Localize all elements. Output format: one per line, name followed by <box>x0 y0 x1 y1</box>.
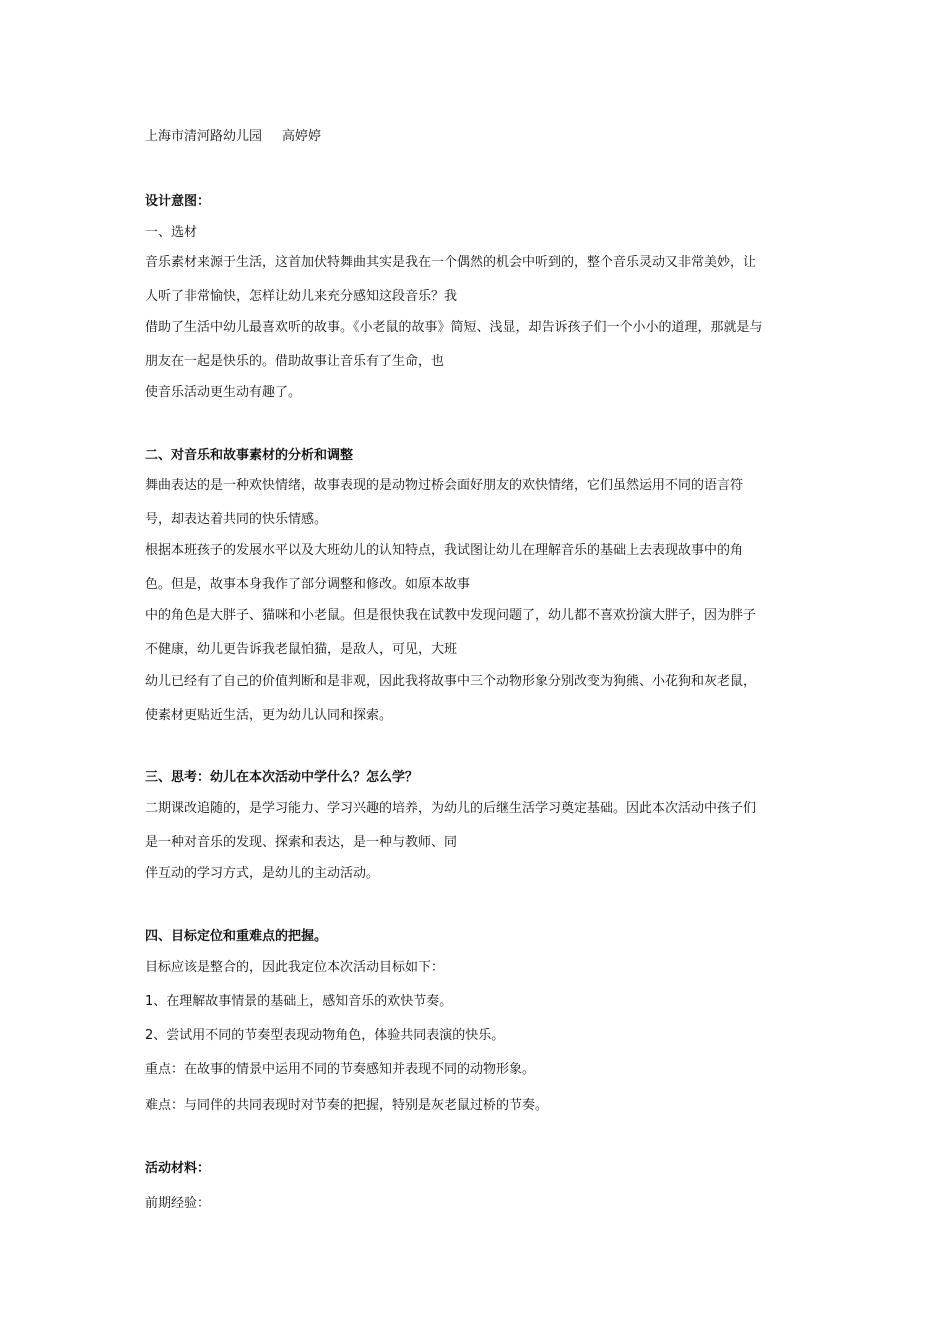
paragraph-line: 伴互动的学习方式，是幼儿的主动活动。 <box>145 866 380 881</box>
section-heading-analysis: 二、对音乐和故事素材的分析和调整 <box>145 448 354 463</box>
paragraph-line: 不健康，幼儿更告诉我老鼠怕猫，是敌人，可见，大班 <box>145 642 458 657</box>
paragraph-line: 使音乐活动更生动有趣了。 <box>145 385 302 400</box>
paragraph-line: 号，却表达着共同的快乐情感。 <box>145 512 328 527</box>
school-name: 上海市清河路幼儿园 <box>145 129 263 144</box>
section-heading-materials: 活动材料： <box>145 1161 211 1176</box>
paragraph-line: 人听了非常愉快，怎样让幼儿来充分感知这段音乐？我 <box>145 289 458 304</box>
paragraph-line: 是一种对音乐的发现、探索和表达，是一种与教师、同 <box>145 835 458 850</box>
goal-item: 2、尝试用不同的节奏型表现动物角色，体验共同表演的快乐。 <box>145 1028 505 1043</box>
paragraph-line: 朋友在一起是快乐的。借助故事让音乐有了生命，也 <box>145 354 445 369</box>
paragraph-line: 使素材更贴近生活，更为幼儿认同和探索。 <box>145 708 393 723</box>
paragraph-line: 舞曲表达的是一种欢快情绪，故事表现的是动物过桥会面好朋友的欢快情绪，它们虽然运用不同的语言符 <box>145 478 744 493</box>
intent-heading: 设计意图： <box>145 194 211 209</box>
goal-item: 1、在理解故事情景的基础上，感知音乐的欢快节奏。 <box>145 994 453 1009</box>
paragraph-line: 幼儿已经有了自己的价值判断和是非观，因此我将故事中三个动物形象分别改变为狗熊、小花狗和灰老鼠， <box>145 674 757 689</box>
author-name: 高婷婷 <box>282 129 322 144</box>
section-heading-thinking: 三、思考：幼儿在本次活动中学什么？怎么学？ <box>145 770 419 785</box>
paragraph-line: 前期经验： <box>145 1196 211 1211</box>
byline <box>145 128 810 146</box>
section-heading-goals: 四、目标定位和重难点的把握。 <box>145 929 328 944</box>
paragraph-line: 借助了生活中幼儿最喜欢听的故事。《小老鼠的故事》简短、浅显，却告诉孩子们一个小小的道理，那就是与 <box>145 320 763 335</box>
paragraph-line: 色。但是，故事本身我作了部分调整和修改。如原本故事 <box>145 577 471 592</box>
paragraph-line: 目标应该是整合的，因此我定位本次活动目标如下： <box>145 960 445 975</box>
paragraph-line: 二期课改追随的，是学习能力、学习兴趣的培养，为幼儿的后继生活学习奠定基础。因此本次活动中孩子们 <box>145 801 757 816</box>
paragraph-line: 中的角色是大胖子、猫咪和小老鼠。但是很快我在试教中发现问题了，幼儿都不喜欢扮演大胖子，因为胖子 <box>145 608 757 623</box>
key-point: 重点：在故事的情景中运用不同的节奏感知并表现不同的动物形象。 <box>145 1062 536 1077</box>
intent-subheading: 一、选材 <box>145 225 198 240</box>
paragraph-line: 音乐素材来源于生活，这首加伏特舞曲其实是我在一个偶然的机会中听到的，整个音乐灵动又非常美妙，让 <box>145 255 757 270</box>
difficult-point: 难点：与同伴的共同表现时对节奏的把握，特别是灰老鼠过桥的节奏。 <box>145 1098 549 1113</box>
paragraph-line: 根据本班孩子的发展水平以及大班幼儿的认知特点，我试图让幼儿在理解音乐的基础上去表现故事中的角 <box>145 543 744 558</box>
